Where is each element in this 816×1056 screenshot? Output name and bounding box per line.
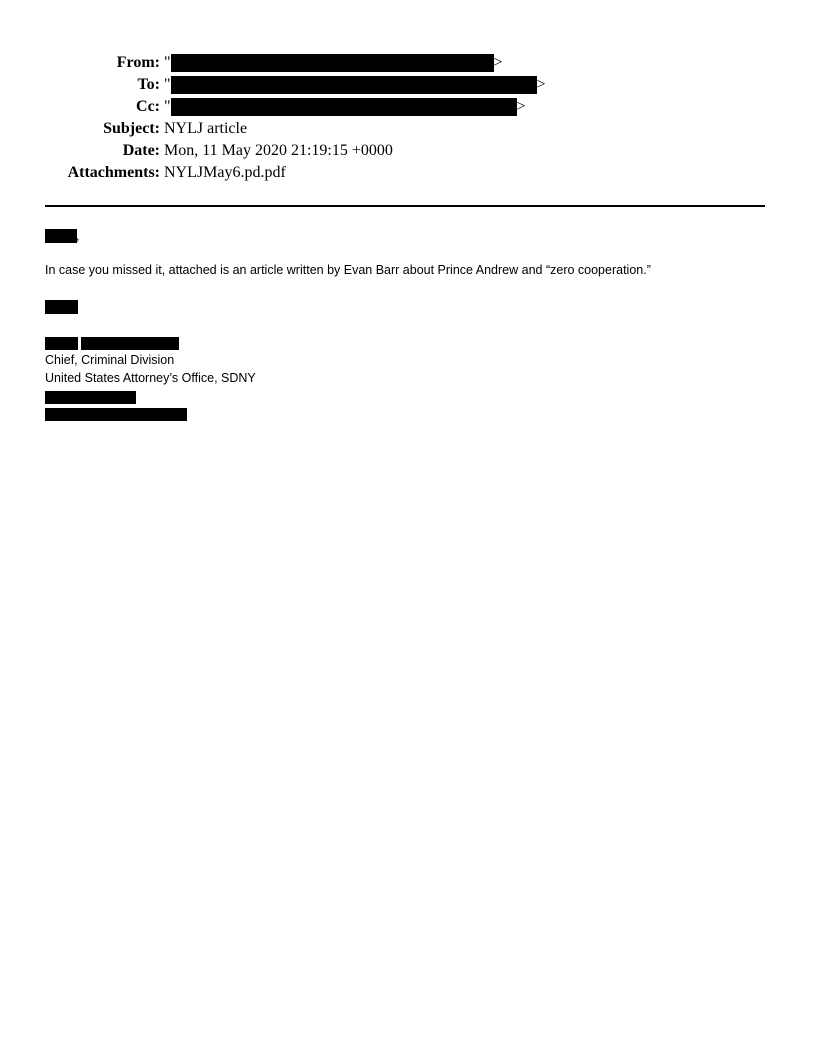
signature-office: United States Attorney’s Office, SDNY [45, 371, 256, 385]
signature-title: Chief, Criminal Division [45, 353, 175, 367]
redacted-closing [45, 300, 78, 314]
attachment-link[interactable]: NYLJMay6.pd.pdf [164, 164, 286, 181]
from-row [0, 52, 816, 74]
from-value [164, 52, 503, 74]
to-value [164, 74, 546, 96]
attachments-label: Attachments: [67, 164, 160, 181]
subject-value: NYLJ article [164, 120, 248, 137]
cc-value [164, 96, 526, 118]
date-row [0, 140, 816, 162]
cc-suffix: > [516, 98, 526, 115]
redacted-signature-phone [45, 391, 136, 404]
email-header [0, 52, 816, 184]
date-value: Mon, 11 May 2020 21:19:15 +0000 [164, 142, 393, 159]
from-suffix: > [493, 54, 503, 71]
greeting-comma: , [76, 229, 80, 243]
redaction-block [171, 76, 537, 94]
subject-label: Subject: [103, 120, 160, 137]
to-label: To: [137, 76, 160, 93]
to-suffix: > [536, 76, 546, 93]
from-prefix: " [164, 54, 171, 71]
redacted-signature-last-name [81, 337, 179, 350]
attachments-row [0, 162, 816, 184]
redacted-signature-email [45, 408, 187, 421]
to-row [0, 74, 816, 96]
message-paragraph: In case you missed it, attached is an article written by Evan Barr about Prince Andrew and “zero cooperation.” [45, 263, 651, 277]
redaction-block [171, 54, 494, 72]
redacted-signature-first-name [45, 337, 78, 350]
date-label: Date: [122, 142, 160, 159]
cc-row [0, 96, 816, 118]
subject-row [0, 118, 816, 140]
cc-label: Cc: [136, 98, 160, 115]
header-divider [45, 205, 765, 207]
to-prefix: " [164, 76, 171, 93]
cc-prefix: " [164, 98, 171, 115]
redaction-block [171, 98, 517, 116]
from-label: From: [116, 54, 160, 71]
redacted-greeting-name [45, 229, 80, 243]
